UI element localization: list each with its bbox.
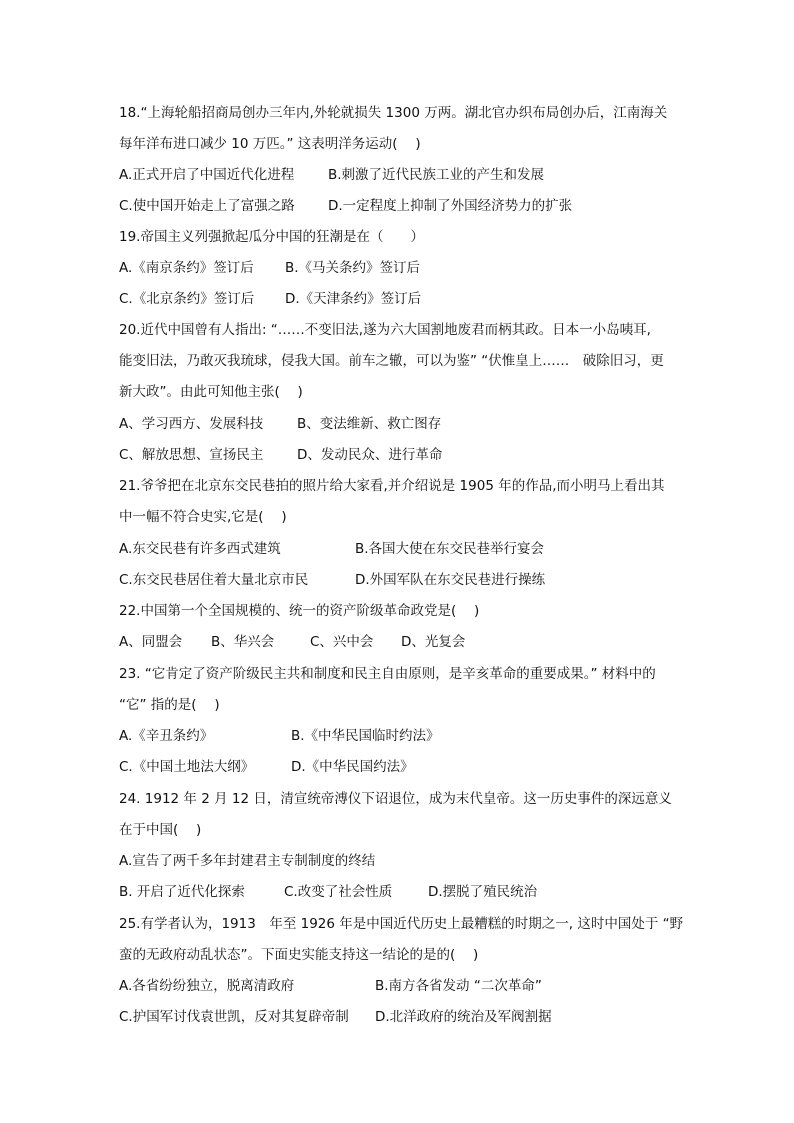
q20-stem-line-1: 20.近代中国曾有人指出: “……不变旧法,遂为六大国割地废君而柄其政。日本一小岛咦耳, — [119, 322, 651, 338]
q18-option-d: D.一定程度上抑制了外国经济势力的扩张 — [328, 198, 573, 214]
q21-option-c: C.东交民巷居住着大量北京市民 — [119, 572, 309, 588]
q21-option-d: D.外国军队在东交民巷进行操练 — [355, 572, 546, 588]
q19-option-c: C.《北京条约》签订后 — [119, 291, 255, 307]
q24-option-a: A.宣告了两千多年封建君主专制制度的终结 — [119, 853, 376, 869]
q20-option-a: A、学习西方、发展科技 — [119, 416, 264, 432]
q18-option-b: B.刺激了近代民族工业的产生和发展 — [328, 167, 545, 183]
q24-option-c: C.改变了社会性质 — [284, 884, 393, 900]
q23-option-a: A.《辛丑条约》 — [119, 728, 214, 744]
q21-stem-line-2: 中一幅不符合史实,它是( ) — [119, 509, 287, 525]
q23-option-b: B.《中华民国临时约法》 — [291, 728, 440, 744]
q20-option-c: C、解放思想、宣扬民主 — [119, 447, 264, 463]
q24-stem-line-2: 在于中国( ) — [119, 822, 202, 838]
q19-option-a: A.《南京条约》签订后 — [119, 260, 254, 276]
q18-option-a: A.正式开启了中国近代化进程 — [119, 167, 295, 183]
q19-stem-line-1: 19.帝国主义列强掀起瓜分中国的狂潮是在（ ） — [119, 229, 424, 245]
q23-stem-line-2: “它” 指的是( ) — [119, 697, 220, 713]
q22-option-c: C、兴中会 — [310, 634, 374, 650]
q25-option-a: A.各省纷纷独立，脱离清政府 — [119, 978, 295, 994]
q25-stem-line-2: 蛮的无政府动乱状态”。下面史实能支持这一结论的是的( ) — [119, 947, 479, 963]
q22-option-d: D、光复会 — [401, 634, 466, 650]
q23-option-d: D.《中华民国约法》 — [291, 759, 414, 775]
q18-stem-line-2: 每年洋布进口减少 10 万匹。” 这表明洋务运动( ) — [119, 136, 421, 152]
q21-option-a: A.东交民巷有许多西式建筑 — [119, 541, 281, 557]
q25-option-d: D.北洋政府的统治及军阀割据 — [375, 1009, 552, 1025]
q25-option-b: B.南方各省发动 “二次革命” — [375, 978, 542, 994]
q20-stem-line-3: 新大政”。由此可知他主张( ) — [119, 384, 303, 400]
q19-option-d: D.《天津条约》签订后 — [285, 291, 422, 307]
q19-option-b: B.《马关条约》签订后 — [285, 260, 421, 276]
q23-option-c: C.《中国土地法大纲》 — [119, 759, 255, 775]
q21-stem-line-1: 21.爷爷把在北京东交民巷拍的照片给大家看,并介绍说是 1905 年的作品,而小明马上看出其 — [119, 478, 665, 494]
q25-option-c: C.护国军讨伐袁世凯，反对其复辟帝制 — [119, 1009, 349, 1025]
q20-option-d: D、发动民众、进行革命 — [297, 447, 443, 463]
q22-option-b: B、华兴会 — [211, 634, 275, 650]
q25-stem-line-1: 25.有学者认为，1913 年至 1926 年是中国近代历史上最糟糕的时期之一, 这时中国处于 “野 — [119, 916, 684, 932]
q24-stem-line-1: 24. 1912 年 2 月 12 日，清宣统帝溥仪下诏退位，成为末代皇帝。这一历史事件的深远意义 — [119, 791, 672, 807]
q24-option-b: B. 开启了近代化探索 — [119, 884, 245, 900]
q22-stem-line-1: 22.中国第一个全国规模的、统一的资产阶级革命政党是( ) — [119, 603, 480, 619]
q22-option-a: A、同盟会 — [119, 634, 183, 650]
q20-option-b: B、变法维新、救亡图存 — [297, 416, 442, 432]
q18-option-c: C.使中国开始走上了富强之路 — [119, 198, 295, 214]
q23-stem-line-1: 23. “它肯定了资产阶级民主共和制度和民主自由原则，是辛亥革命的重要成果。” 材料中的 — [119, 666, 656, 682]
q20-stem-line-2: 能变旧法，乃敢灭我琉球，侵我大国。前车之辙，可以为鉴” “伏惟皇上…… 破除旧习，更 — [119, 353, 664, 369]
q21-option-b: B.各国大使在东交民巷举行宴会 — [355, 541, 545, 557]
q18-stem-line-1: 18.“上海轮船招商局创办三年内,外轮就损失 1300 万两。湖北官办织布局创办后，江南海关 — [119, 105, 668, 121]
q24-option-d: D.摆脱了殖民统治 — [428, 884, 538, 900]
